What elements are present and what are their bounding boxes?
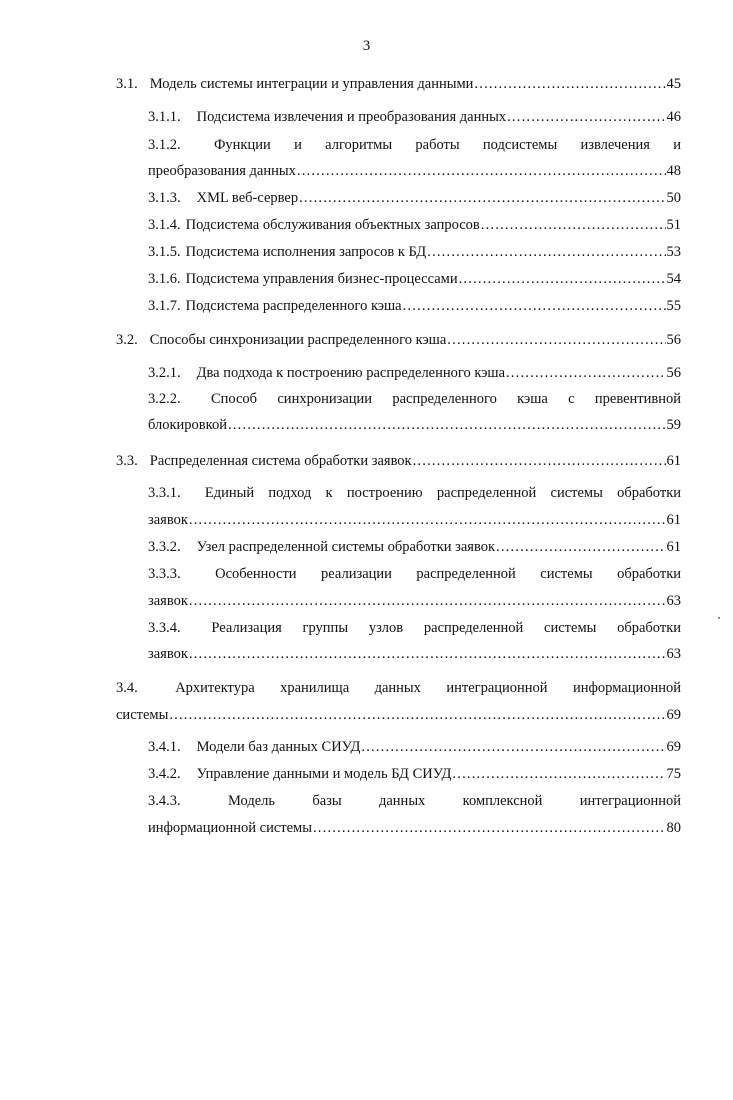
- toc-title: преобразования данных: [148, 163, 296, 179]
- toc-entry-3-4-1: [148, 738, 681, 756]
- toc-title: XML веб-сервер: [196, 190, 299, 206]
- toc-entry-3-2-2-line1: [148, 390, 681, 408]
- toc-number: 3.4.: [116, 680, 138, 696]
- toc-title: заявок: [148, 512, 188, 528]
- toc-title: блокировкой: [148, 417, 227, 433]
- toc-entry-3-4-line2: [116, 706, 681, 724]
- toc-title: Способы синхронизации распределенного кэша: [149, 332, 447, 348]
- toc-entry-3-1-6: [148, 270, 681, 288]
- toc-title: Функции и алгоритмы работы подсистемы извлечения и: [213, 137, 681, 153]
- toc-number: 3.2.: [116, 332, 138, 348]
- toc-number: 3.4.2.: [148, 766, 181, 782]
- toc-title: Особенности реализации распределенной системы обработки: [215, 566, 681, 582]
- toc-title: Модель системы интеграции и управления данными: [149, 76, 474, 92]
- toc-leader-dots: [228, 416, 666, 434]
- toc-number: 3.4.3.: [148, 793, 181, 809]
- toc-number: 3.3.1.: [148, 485, 181, 501]
- toc-title: информационной системы: [148, 820, 312, 836]
- toc-page: 69: [666, 739, 681, 755]
- toc-page: 63: [666, 593, 681, 609]
- toc-entry-3-3-1-line1: [148, 484, 681, 502]
- toc-leader-dots: [474, 75, 665, 93]
- toc-title: Подсистема извлечения и преобразования данных: [196, 109, 507, 125]
- toc-page: 50: [666, 190, 681, 206]
- toc-title: Подсистема управления бизнес-процессами: [185, 271, 458, 287]
- toc-entry-3-3-2: [148, 538, 681, 556]
- toc-page: 63: [666, 646, 681, 662]
- toc-entry-3-1-3: [148, 189, 681, 207]
- toc-number: 3.4.1.: [148, 739, 181, 755]
- toc-leader-dots: [413, 452, 666, 470]
- toc-entry-3-1-7: [148, 297, 681, 315]
- toc-page: 61: [666, 512, 681, 528]
- toc-leader-dots: [427, 243, 665, 261]
- toc-page: 69: [666, 707, 681, 723]
- toc-entry-3-1-2-line2: [148, 162, 681, 180]
- toc-title: Модели баз данных СИУД: [196, 739, 361, 755]
- toc-entry-3-3-4-line1: [148, 619, 681, 637]
- toc-title: Архитектура хранилища данных интеграционной информационной: [175, 680, 682, 696]
- toc-title: Узел распределенной системы обработки заявок: [196, 539, 495, 555]
- toc-number: 3.1.4.: [148, 217, 181, 233]
- toc-leader-dots: [299, 189, 665, 207]
- toc-title: Подсистема исполнения запросов к БД: [185, 244, 427, 260]
- toc-leader-dots: [447, 331, 665, 349]
- toc-entry-3-3-3-line1: [148, 565, 681, 583]
- toc-title: Подсистема распределенного кэша: [185, 298, 402, 314]
- toc-leader-dots: [403, 297, 666, 315]
- scan-speck: [718, 617, 720, 619]
- toc-entry-3-3: [116, 452, 681, 470]
- toc-number: 3.2.1.: [148, 365, 181, 381]
- toc-entry-3-2-2-line2: [148, 416, 681, 434]
- toc-page: 46: [666, 109, 681, 125]
- toc-number: 3.1.2.: [148, 137, 181, 153]
- toc-page: 59: [666, 417, 681, 433]
- toc-title: Управление данными и модель БД СИУД: [196, 766, 452, 782]
- toc-entry-3-1-4: [148, 216, 681, 234]
- toc-title: Реализация группы узлов распределенной системы обработки: [211, 620, 682, 636]
- toc-page: 56: [666, 365, 681, 381]
- toc-entry-3-3-1-line2: [148, 511, 681, 529]
- toc-entry-3-1-2-line1: [148, 136, 681, 154]
- toc-title: заявок: [148, 593, 188, 609]
- toc-number: 3.2.2.: [148, 391, 181, 407]
- toc-page: 75: [666, 766, 681, 782]
- toc-page: 54: [666, 271, 681, 287]
- toc-entry-3-4-3-line2: [148, 819, 681, 837]
- toc-number: 3.1.5.: [148, 244, 181, 260]
- toc-page: 51: [666, 217, 681, 233]
- toc-page: 45: [666, 76, 681, 92]
- toc-leader-dots: [496, 538, 666, 556]
- toc-leader-dots: [506, 364, 665, 382]
- toc-page: 55: [666, 298, 681, 314]
- toc-number: 3.1.7.: [148, 298, 181, 314]
- page-number: 3: [362, 38, 371, 54]
- toc-leader-dots: [361, 738, 665, 756]
- toc-number: 3.1.1.: [148, 109, 181, 125]
- toc-leader-dots: [189, 645, 666, 663]
- toc-entry-3-3-3-line2: [148, 592, 681, 610]
- toc-leader-dots: [189, 511, 666, 529]
- toc-title: Единый подход к построению распределенной системы обработки: [204, 485, 681, 501]
- toc-entry-3-4-2: [148, 765, 681, 783]
- toc-number: 3.1.3.: [148, 190, 181, 206]
- toc-page: 61: [666, 539, 681, 555]
- toc-title: заявок: [148, 646, 188, 662]
- toc-number: 3.1.: [116, 76, 138, 92]
- toc-number: 3.3.3.: [148, 566, 181, 582]
- toc-leader-dots: [459, 270, 666, 288]
- toc-title: системы: [116, 707, 169, 723]
- toc-page: 61: [666, 453, 681, 469]
- toc-leader-dots: [169, 706, 665, 724]
- toc-entry-3-1-1: [148, 108, 681, 126]
- toc-title: Модель базы данных комплексной интеграционной: [227, 793, 682, 809]
- toc-number: 3.3.4.: [148, 620, 181, 636]
- toc-title: Распределенная система обработки заявок: [149, 453, 412, 469]
- toc-entry-3-2: [116, 331, 681, 349]
- toc-page: 53: [666, 244, 681, 260]
- toc-entry-3-1: [116, 75, 681, 93]
- toc-leader-dots: [189, 592, 666, 610]
- toc-page: 80: [666, 820, 681, 836]
- toc-leader-dots: [481, 216, 666, 234]
- toc-title: Два подхода к построению распределенного кэша: [196, 365, 506, 381]
- toc-page: 48: [666, 163, 681, 179]
- toc-entry-3-4-3-line1: [148, 792, 681, 810]
- toc-title: Подсистема обслуживания объектных запросов: [185, 217, 480, 233]
- toc-entry-3-1-5: [148, 243, 681, 261]
- toc-page: 56: [666, 332, 681, 348]
- toc-entry-3-2-1: [148, 364, 681, 382]
- toc-leader-dots: [507, 108, 665, 126]
- toc-title: Способ синхронизации распределенного кэша с превентивной: [210, 391, 682, 407]
- toc-number: 3.3.: [116, 453, 138, 469]
- toc-leader-dots: [452, 765, 665, 783]
- toc-number: 3.1.6.: [148, 271, 181, 287]
- toc-entry-3-4-line1: [116, 679, 681, 697]
- toc-number: 3.3.2.: [148, 539, 181, 555]
- toc-leader-dots: [313, 819, 666, 837]
- toc-entry-3-3-4-line2: [148, 645, 681, 663]
- toc-leader-dots: [297, 162, 666, 180]
